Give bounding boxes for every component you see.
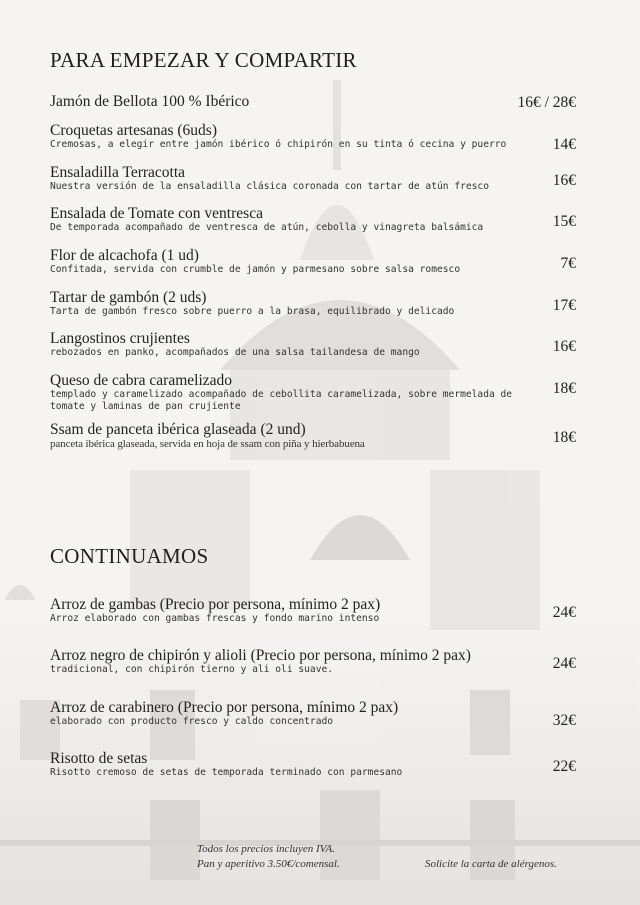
item-description: panceta ibérica glaseada, servida en hoja de ssam con piña y hierbabuena [50, 438, 365, 450]
menu-item [50, 247, 578, 276]
item-price: 24€ [552, 604, 576, 621]
section-title-continue: CONTINUAMOS [50, 544, 209, 568]
menu-item [50, 330, 578, 359]
item-name: Ensaladilla Terracotta [50, 164, 186, 181]
item-price: 15€ [552, 213, 576, 230]
bread-note: Pan y aperitivo 3.50€/comensal. [197, 858, 340, 870]
menu-item [50, 421, 578, 450]
item-name: Risotto de setas [50, 750, 148, 767]
item-description: Tarta de gambón fresco sobre puerro a la brasa, equilibrado y delicado [50, 306, 455, 317]
item-price: 16€ / 28€ [517, 94, 576, 111]
allergens-note: Solicite la carta de alérgenos. [425, 858, 557, 870]
item-name: Ssam de panceta ibérica glaseada (2 und) [50, 421, 306, 438]
item-name: Croquetas artesanas (6uds) [50, 122, 218, 139]
item-price: 17€ [552, 297, 576, 314]
menu-item [50, 289, 578, 318]
item-price: 16€ [552, 338, 576, 355]
menu-item [50, 93, 578, 110]
item-price: 32€ [552, 712, 576, 729]
item-description: Risotto cremoso de setas de temporada terminado con parmesano [50, 767, 403, 778]
item-name: Flor de alcachofa (1 ud) [50, 247, 199, 264]
item-price: 24€ [552, 655, 576, 672]
item-name: Langostinos crujientes [50, 330, 190, 347]
item-price: 18€ [552, 429, 576, 446]
item-description: Arroz elaborado con gambas frescas y fondo marino intenso [50, 613, 380, 624]
menu-item [50, 164, 578, 193]
item-description: De temporada acompañado de ventresca de atún, cebolla y vinagreta balsámica [50, 222, 484, 233]
item-description: Confitada, servida con crumble de jamón y parmesano sobre salsa romesco [50, 264, 461, 275]
item-name: Arroz negro de chipirón y alioli (Precio por persona, mínimo 2 pax) [50, 647, 471, 664]
vat-note: Todos los precios incluyen IVA. [197, 843, 335, 855]
item-description: templado y caramelizado acompañado de cebollita caramelizada, sobre mermelada de tomate y laminas de pan crujiente [50, 389, 513, 412]
item-name: Ensalada de Tomate con ventresca [50, 205, 263, 222]
menu-item [50, 122, 578, 151]
section-title-starters: PARA EMPEZAR Y COMPARTIR [50, 48, 357, 72]
menu-item [50, 699, 578, 728]
item-price: 18€ [552, 380, 576, 397]
item-description: rebozados en panko, acompañados de una salsa tailandesa de mango [50, 347, 420, 358]
item-price: 14€ [552, 136, 576, 153]
item-description: Cremosas, a elegir entre jamón ibérico ó chipirón en su tinta ó cecina y puerro [50, 139, 507, 150]
item-name: Queso de cabra caramelizado [50, 372, 233, 389]
menu-item [50, 205, 578, 234]
item-name: Jamón de Bellota 100 % Ibérico [50, 93, 250, 110]
item-price: 22€ [552, 758, 576, 775]
item-price: 7€ [560, 255, 576, 272]
item-name: Tartar de gambón (2 uds) [50, 289, 207, 306]
menu-item [50, 750, 578, 779]
item-price: 16€ [552, 172, 576, 189]
menu-item [50, 372, 578, 413]
item-description: Nuestra versión de la ensaladilla clásica coronada con tartar de atún fresco [50, 181, 489, 192]
item-description: tradicional, con chipirón tierno y ali oli suave. [50, 664, 334, 675]
item-description: elaborado con producto fresco y caldo concentrado [50, 716, 334, 727]
item-name: Arroz de gambas (Precio por persona, mínimo 2 pax) [50, 596, 381, 613]
item-name: Arroz de carabinero (Precio por persona, mínimo 2 pax) [50, 699, 399, 716]
footer-notes [197, 842, 340, 872]
menu-item [50, 596, 578, 625]
menu-item [50, 647, 578, 676]
